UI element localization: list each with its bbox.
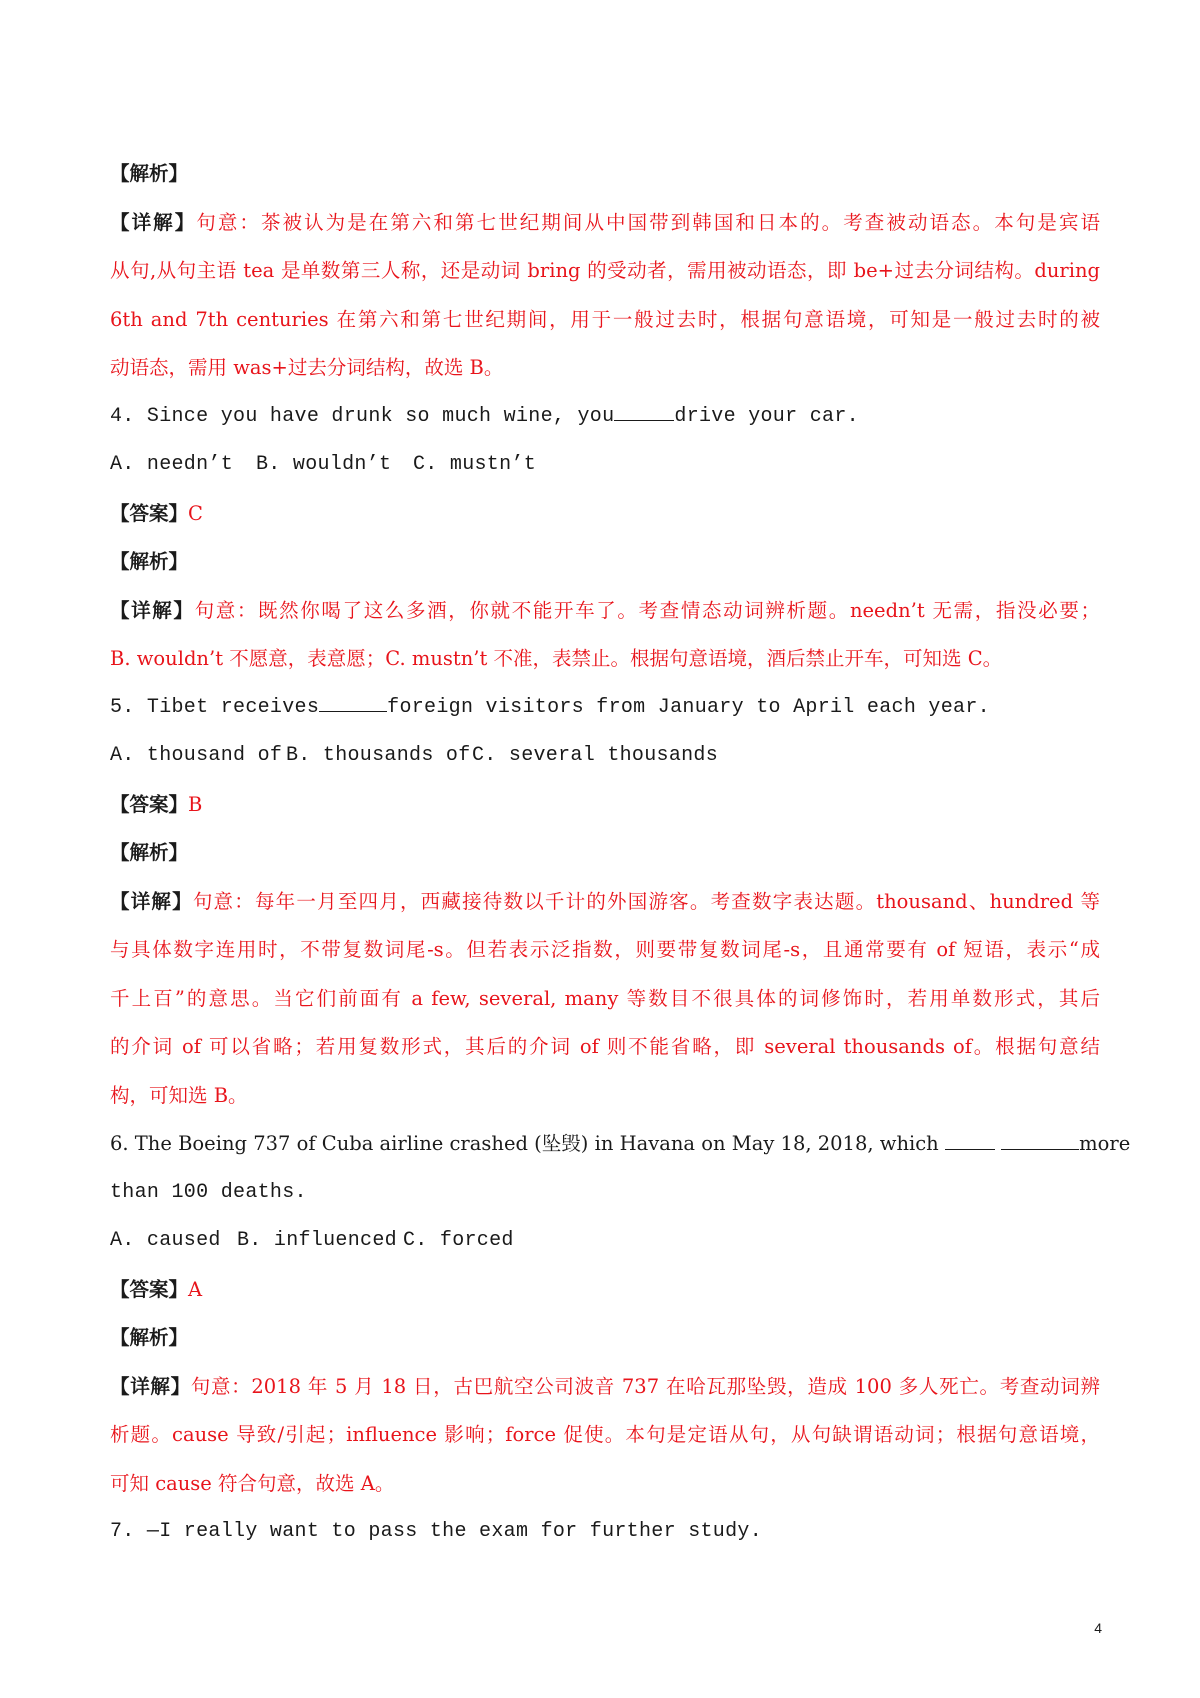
question-5-stem: 5. Tibet receives foreign visitors from January to April each year.: [110, 684, 1100, 733]
detail-label: 【详解】: [110, 210, 197, 234]
option-a: A. caused: [110, 1229, 221, 1252]
answer-blank: [945, 1129, 995, 1150]
detail-line: 动语态，需用 was+过去分词结构，故选 B。: [110, 356, 504, 379]
detail-line: 构，可知选 B。: [110, 1083, 248, 1107]
option-c: C. several thousands: [472, 744, 719, 767]
answer-blank: [1001, 1129, 1079, 1150]
answer-line: 【答案】C: [110, 501, 203, 525]
question-6-stem: 6. The Boeing 737 of Cuba airline crashed (坠毁) in Havana on May 18, 2018, which more: [110, 1120, 1100, 1169]
option-b: B. thousands of: [286, 744, 471, 767]
question-5-options: [110, 732, 1100, 781]
detail-line: 【详解】句意：既然你喝了这么多酒，你就不能开车了。考查情态动词辨析题。needn’t 无需，指没必要；: [110, 598, 1100, 622]
analysis-label: 【解析】: [110, 1326, 189, 1349]
page-number: 4: [1094, 1620, 1102, 1636]
detail-line: 6th and 7th centuries 在第六和第七世纪期间，用于一般过去时，根据句意语境，可知是一般过去时的被: [110, 307, 1100, 331]
detail-line: B. wouldn’t 不愿意，表意愿；C. mustn’t 不准，表禁止。根据句意语境，酒后禁止开车，可知选 C。: [110, 647, 1003, 670]
answer-value: A: [188, 1277, 203, 1301]
detail-line: 可知 cause 符合句意，故选 A。: [110, 1471, 395, 1495]
option-c: C. mustn’t: [413, 453, 537, 476]
answer-value: C: [188, 501, 203, 525]
answer-blank: [319, 691, 387, 712]
answer-line: 【答案】A: [110, 1277, 203, 1301]
detail-line: 千上百”的意思。当它们前面有 a few, several, many 等数目不很具体的词修饰时，若用单数形式，其后: [110, 986, 1100, 1010]
question-7-stem: 7. —I really want to pass the exam for further study.: [110, 1520, 763, 1543]
question-4-stem: 4. Since you have drunk so much wine, you drive your car.: [110, 393, 1100, 442]
option-b: B. influenced: [237, 1229, 397, 1252]
option-a: A. needn’t: [110, 453, 234, 476]
detail-line: 与具体数字连用时，不带复数词尾-s。但若表示泛指数，则要带复数词尾-s，且通常要有 of 短语，表示“成: [110, 938, 1100, 961]
answer-blank: [614, 400, 674, 421]
question-4-options: [110, 441, 1100, 490]
question-6-options: [110, 1217, 1100, 1266]
question-6-stem-cont: than 100 deaths.: [110, 1180, 307, 1204]
detail-line: 析题。cause 导致/引起；influence 影响；force 促使。本句是定语从句，从句缺谓语动词；根据句意语境，: [110, 1423, 1100, 1446]
page-content: [110, 150, 1131, 1557]
detail-line: 【详解】句意：每年一月至四月，西藏接待数以千计的外国游客。考查数字表达题。thousand、hundred 等: [110, 889, 1100, 913]
option-a: A. thousand of: [110, 744, 283, 767]
answer-line: 【答案】B: [110, 792, 203, 816]
detail-line: 【详解】句意：茶被认为是在第六和第七世纪期间从中国带到韩国和日本的。考查被动语态。本句是宾语: [110, 210, 1100, 234]
answer-value: B: [188, 792, 203, 816]
detail-line: 从句,从句主语 tea 是单数第三人称，还是动词 bring 的受动者，需用被动语态，即 be+过去分词结构。during: [110, 259, 1100, 282]
detail-label: 【详解】: [110, 1374, 191, 1398]
option-c: C. forced: [403, 1229, 514, 1252]
analysis-label: 【解析】: [110, 550, 189, 573]
detail-label: 【详解】: [110, 889, 193, 913]
analysis-label: 【解析】: [110, 841, 189, 864]
option-b: B. wouldn’t: [256, 453, 392, 476]
analysis-label: 【解析】: [110, 162, 189, 185]
detail-line: 的介词 of 可以省略；若用复数形式，其后的介词 of 则不能省略，即 several thousands of。根据句意结: [110, 1035, 1100, 1058]
detail-line: 【详解】句意：2018 年 5 月 18 日，古巴航空公司波音 737 在哈瓦那坠毁，造成 100 多人死亡。考查动词辨: [110, 1374, 1100, 1398]
detail-label: 【详解】: [110, 598, 195, 622]
